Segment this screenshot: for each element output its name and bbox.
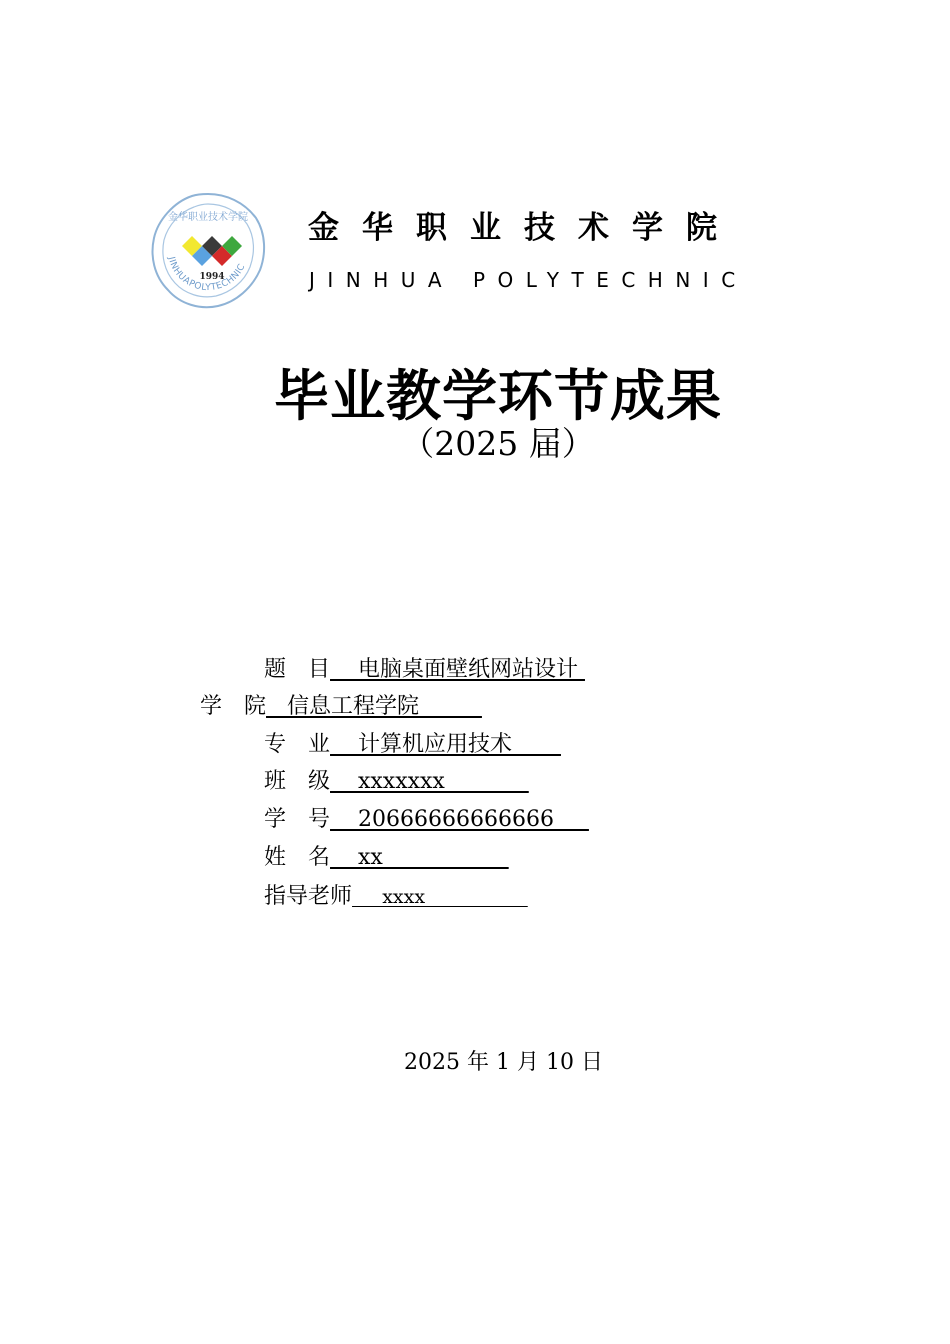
class-label: 班 级 xyxy=(264,769,331,794)
college-value: 信息工程学院 xyxy=(266,694,482,719)
info-row-student-id xyxy=(264,805,589,835)
info-row-name xyxy=(264,843,509,873)
school-logo xyxy=(148,190,268,312)
school-name-cn: 金华职业技术学院 xyxy=(308,210,740,246)
major-value: 计算机应用技术 xyxy=(330,732,561,757)
svg-text:1994: 1994 xyxy=(199,272,225,282)
document-date: 2025 年 1 月 10 日 xyxy=(404,1050,603,1075)
svg-text:金华职业技术学院: 金华职业技术学院 xyxy=(168,212,248,223)
info-row-college xyxy=(200,692,482,722)
school-name-en: JINHUA POLYTECHNIC xyxy=(309,268,748,292)
student-id-label: 学 号 xyxy=(264,807,331,832)
college-label: 学 院 xyxy=(200,694,267,719)
name-value: xx xyxy=(330,845,509,870)
document-subtitle: （2025 届） xyxy=(401,424,595,463)
svg-text:JINHUAPOLYTECHNIC: JINHUAPOLYTECHNIC xyxy=(165,255,248,294)
school-logo-emblem-icon xyxy=(148,190,268,312)
document-title: 毕业教学环节成果 xyxy=(273,364,722,428)
name-label: 姓 名 xyxy=(264,845,331,870)
advisor-value: xxxx xyxy=(352,886,528,908)
topic-label: 题 目 xyxy=(264,657,331,682)
info-row-major xyxy=(264,730,561,760)
advisor-label: 指导老师 xyxy=(264,884,353,909)
info-row-topic xyxy=(264,655,585,685)
topic-value: 电脑桌面壁纸网站设计 xyxy=(330,657,585,682)
major-label: 专 业 xyxy=(264,732,331,757)
info-row-advisor xyxy=(264,882,528,912)
class-value: xxxxxxx xyxy=(330,769,529,794)
info-row-class xyxy=(264,767,529,797)
student-id-value: 20666666666666 xyxy=(330,807,589,832)
